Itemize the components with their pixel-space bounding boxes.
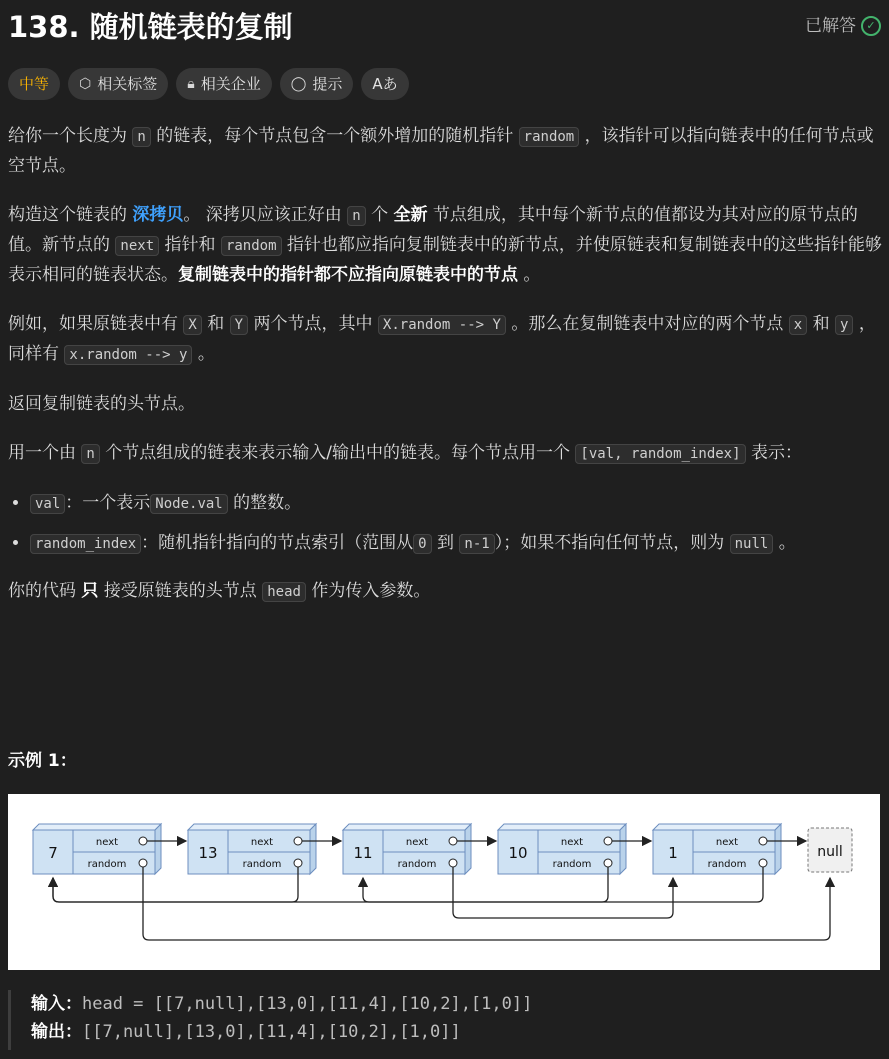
node-next-label: next (405, 837, 429, 848)
null-label: null (817, 844, 843, 860)
random-pointer-dot (759, 859, 767, 867)
deep-copy-link[interactable]: 深拷贝 (132, 205, 184, 225)
difficulty-badge[interactable]: 中等 (8, 68, 60, 100)
node-random-label: random (242, 859, 282, 870)
node-value: 13 (198, 844, 218, 862)
linked-list-diagram (8, 794, 880, 970)
node-next-label: next (95, 837, 119, 848)
lock-icon: 🔒︎ (187, 76, 195, 92)
related-tags-button[interactable]: ⬡ 相关标签 (68, 68, 168, 100)
node-top-face (498, 824, 626, 830)
problem-description (8, 122, 883, 627)
random-pointer-dot (449, 859, 457, 867)
list-node (343, 824, 471, 874)
node-top-face (33, 824, 161, 830)
paragraph-3: 例如，如果原链表中有 X 和 Y 两个节点，其中 X.random --> Y 。那么在复制链表中对应的两个节点 x 和 y ，同样有 x.random --> y 。 (8, 314, 876, 364)
lightbulb-icon: ◯ (290, 76, 307, 92)
list-item: • val ：一个表示 Node.val 的整数。 (30, 489, 883, 519)
paragraph-2: 构造这个链表的 深拷贝。 深拷贝应该正好由 n 个 全新 节点组成，其中每个新节点的值都设为其对应的原节点的值。新节点的 next 指针和 random 指针也都应指向复制链表中的新节点，并使原链表和复制链表中的这些指针能够表示相同的链表状态。复制链表中的指针都不应指向原链表中的节点 。 (8, 205, 882, 285)
example-io (8, 990, 532, 1050)
next-pointer-dot (759, 837, 767, 845)
node-value: 11 (353, 844, 373, 862)
list-node (498, 824, 626, 874)
example-title: 示例 1： (8, 751, 77, 771)
example-input: 输入：head = [[7,null],[13,0],[11,4],[10,2],[1,0]] (31, 994, 533, 1014)
related-companies-button[interactable]: 🔒︎ 相关企业 (176, 68, 271, 100)
node-side-face (310, 824, 316, 874)
paragraph-6: 你的代码 只 接受原链表的头节点 head 作为传入参数。 (8, 581, 431, 601)
translate-button[interactable]: Aあ (361, 68, 408, 100)
problem-title: 138. 随机链表的复制 (8, 10, 293, 44)
list-node (653, 824, 781, 874)
paragraph-5: 用一个由 n 个节点组成的链表来表示输入/输出中的链表。每个节点用一个 [val, random_index] 表示： (8, 443, 802, 463)
node-side-face (155, 824, 161, 874)
paragraph-1: 给你一个长度为 n 的链表，每个节点包含一个额外增加的随机指针 random ，该指针可以指向链表中的任何节点或空节点。 (8, 126, 874, 176)
node-top-face (343, 824, 471, 830)
tag-bar (8, 68, 409, 100)
next-pointer-dot (294, 837, 302, 845)
check-circle-icon: ✓ (861, 16, 881, 36)
node-side-face (465, 824, 471, 874)
node-next-label: next (715, 837, 739, 848)
list-node (188, 824, 316, 874)
title-row (8, 6, 881, 50)
example-output: 输出：[[7,null],[13,0],[11,4],[10,2],[1,0]] (31, 1022, 461, 1042)
random-arrow (143, 867, 830, 940)
paragraph-4: 返回复制链表的头节点。 (8, 394, 195, 414)
node-top-face (653, 824, 781, 830)
node-random-label: random (87, 859, 127, 870)
format-list (8, 489, 883, 559)
solved-status[interactable] (805, 14, 881, 38)
node-next-label: next (560, 837, 584, 848)
node-random-label: random (552, 859, 592, 870)
next-pointer-dot (604, 837, 612, 845)
node-random-label: random (397, 859, 437, 870)
random-pointer-dot (604, 859, 612, 867)
tag-icon: ⬡ (79, 76, 92, 92)
random-arrow (453, 867, 673, 918)
node-side-face (775, 824, 781, 874)
node-value: 10 (508, 844, 528, 862)
node-random-label: random (707, 859, 747, 870)
random-pointer-dot (139, 859, 147, 867)
list-node (33, 824, 161, 874)
node-top-face (188, 824, 316, 830)
hints-button[interactable]: ◯ 提示 (280, 68, 354, 100)
next-pointer-dot (449, 837, 457, 845)
list-item: • random_index ：随机指针指向的节点索引（范围从 0 到 n-1 ）；如果不指向任何节点，则为 null 。 (30, 529, 883, 559)
node-next-label: next (250, 837, 274, 848)
solved-label: 已解答 (805, 16, 856, 36)
example-diagram (8, 794, 880, 970)
node-value: 1 (668, 844, 678, 862)
node-value: 7 (48, 844, 58, 862)
next-pointer-dot (139, 837, 147, 845)
random-pointer-dot (294, 859, 302, 867)
node-side-face (620, 824, 626, 874)
null-node (808, 828, 852, 872)
